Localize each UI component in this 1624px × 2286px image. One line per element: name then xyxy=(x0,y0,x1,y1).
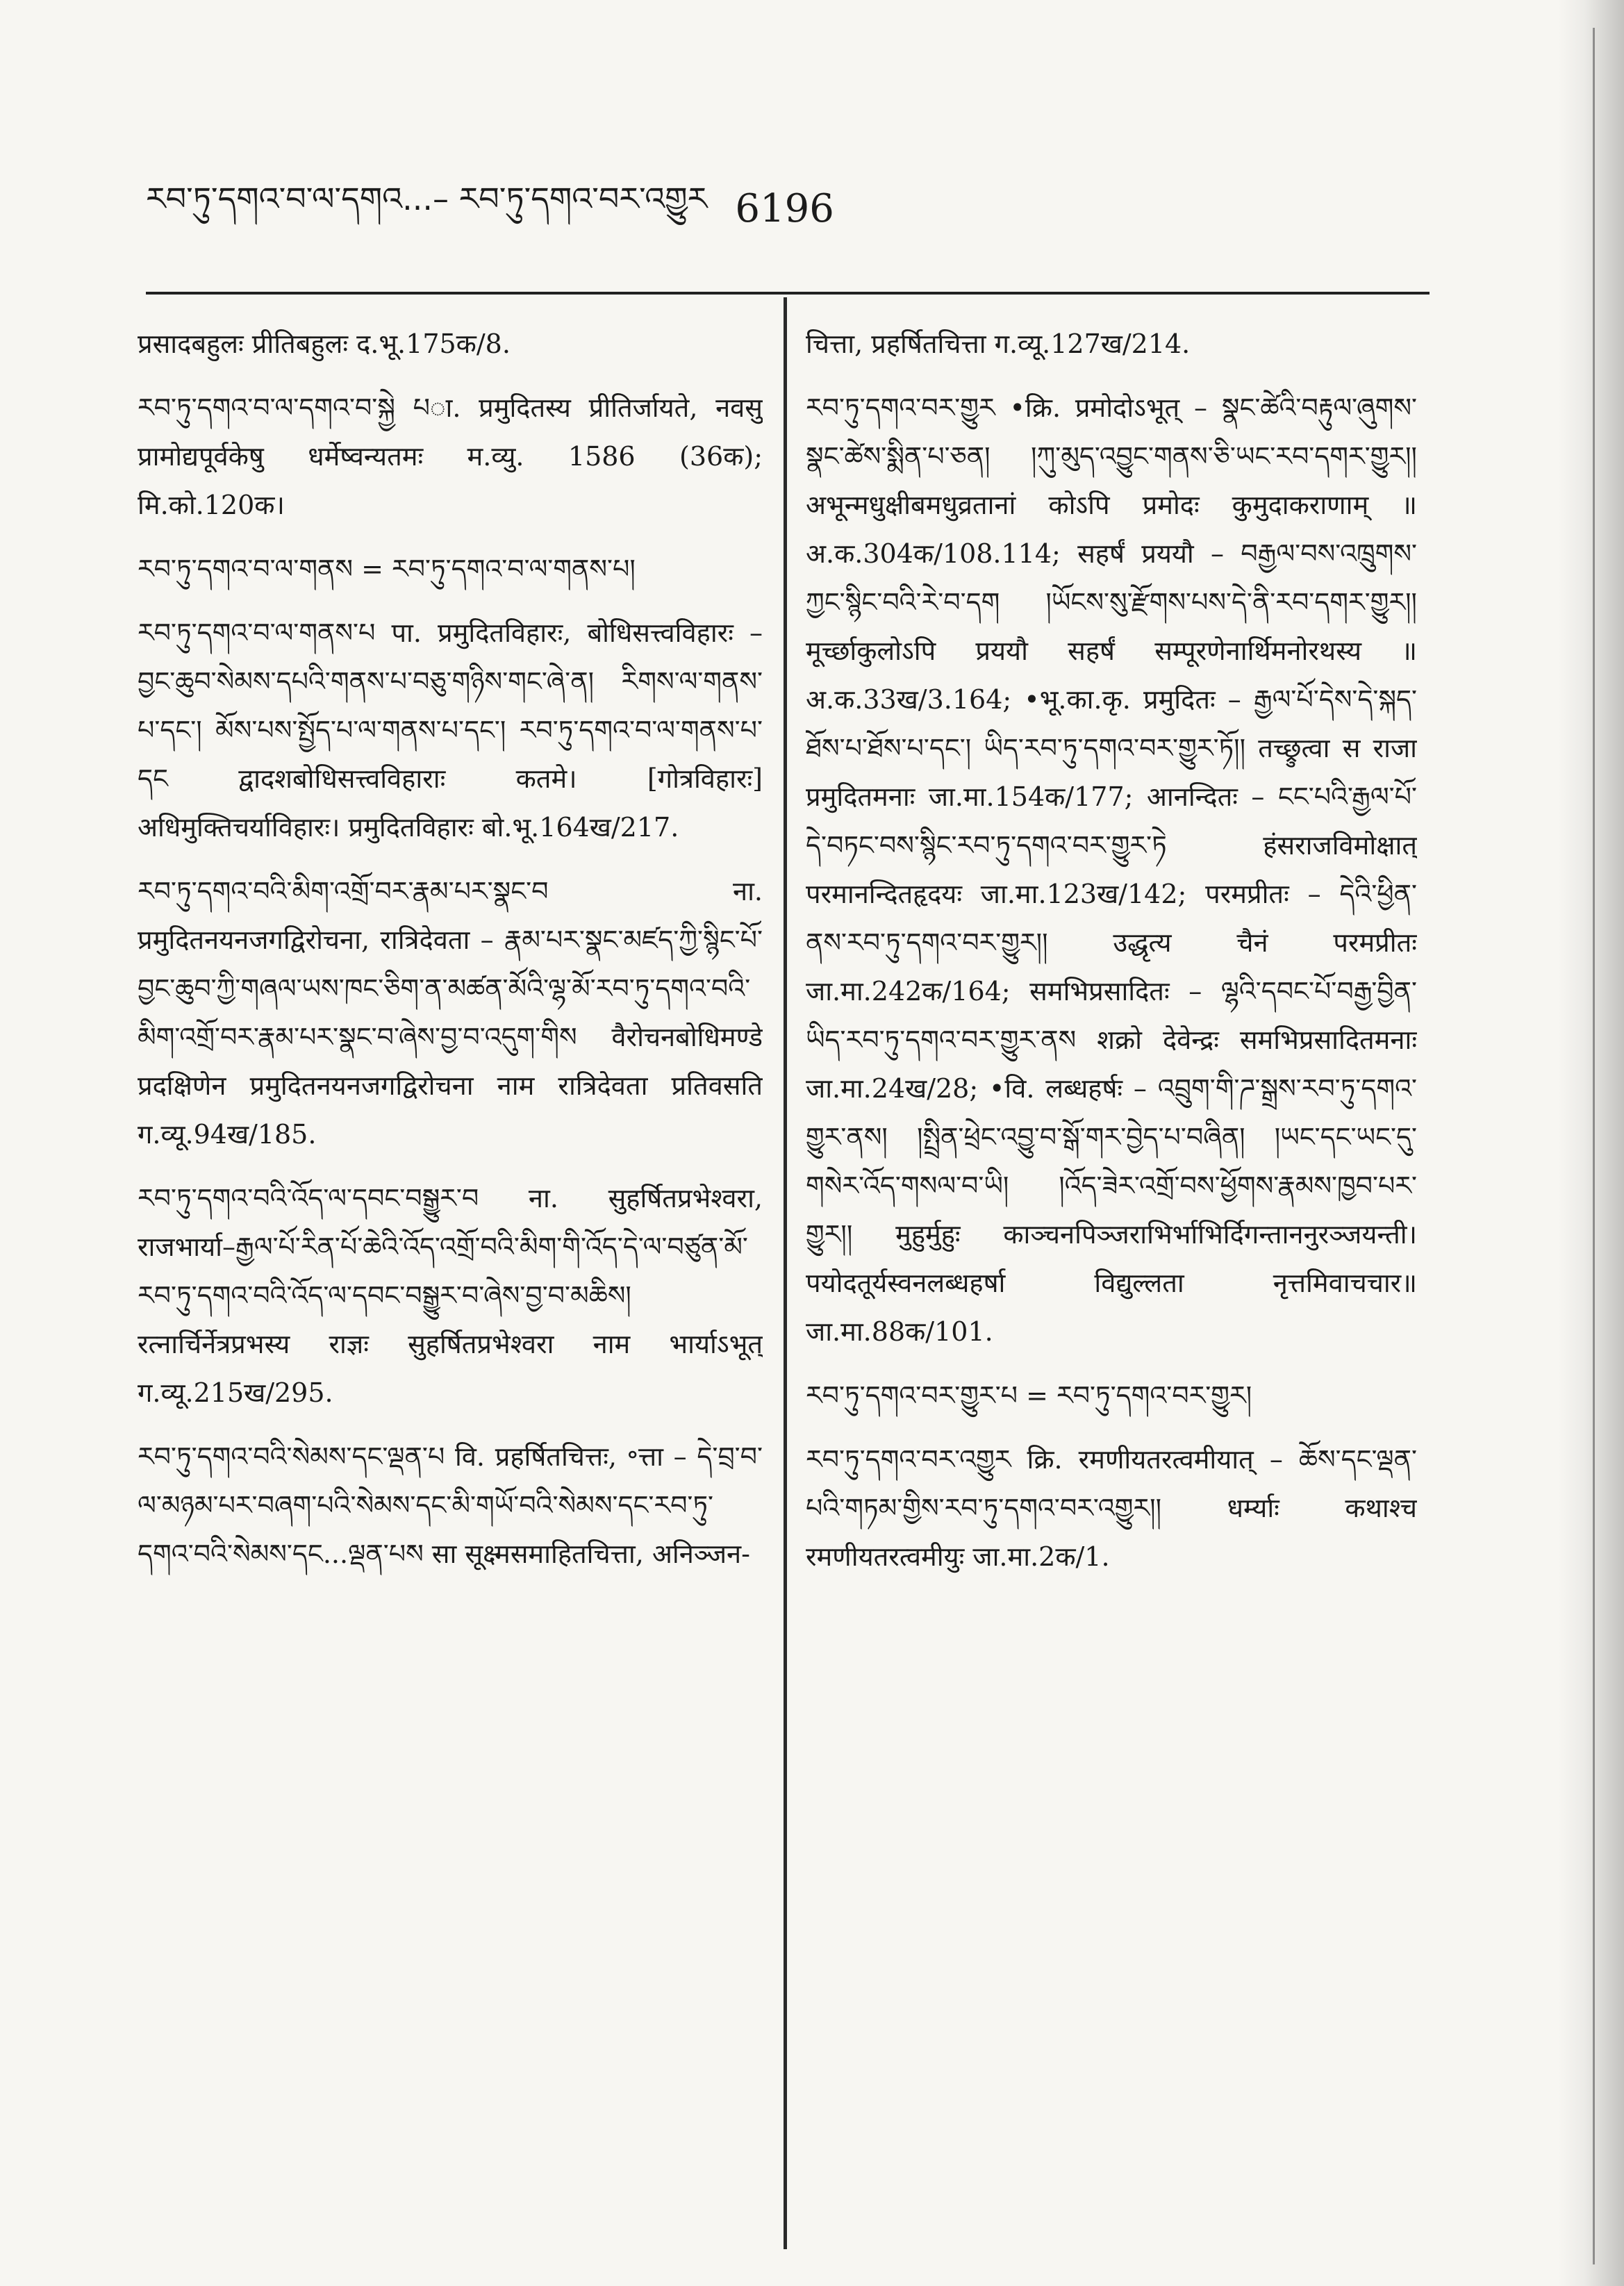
entry: प्रसादबहुलः प्रीतिबहुलः द.भू.175क/8. xyxy=(138,329,511,359)
entry: རབ་ཏུ་དགའ་བ་ལ་གནས = རབ་ཏུ་དགའ་བ་ལ་གནས་པ། xyxy=(138,554,636,584)
header-rule xyxy=(146,292,1430,295)
left-column xyxy=(138,320,763,2237)
entry: རབ་ཏུ་དགའ་བར་འགྱུར क्रि. रमणीयतरत्वमीयात् – ཆོས་དང་ལྡན་པའི་གཏམ་གྱིས་རབ་ཏུ་དགའ་བར་འགྱུར།། धर्म्याः कथाश्च रमणीयतरत्वमीयुः जा.मा.2क/1. xyxy=(806,1444,1417,1572)
page-edge-line xyxy=(1593,28,1595,2264)
running-title: རབ་ཏུ་དགའ་བ་ལ་དགའ...– རབ་ཏུ་དགའ་བར་འགྱུར xyxy=(146,179,708,217)
entry: རབ་ཏུ་དགའ་བའི་སེམས་དང་ལྡན་པ वि. प्रहर्षितचित्तः, ॰त्ता – དེ་བྲ་བ་ལ་མཉམ་པར་བཞག་པའི་སེམས་དང་མི་གཡོ་བའི་སེམས་དང་རབ་ཏུ་དགའ་བའི་སེམས་དང...ལྡན་པས सा सूक्ष्मसमाहितचित्ता, अनिञ्जन- xyxy=(138,1441,763,1569)
entry: རབ་ཏུ་དགའ་བ་ལ་གནས་པ पा. प्रमुदितविहारः, बोधिसत्त्वविहारः – བྱང་ཆུབ་སེམས་དཔའི་གནས་པ་བཅུ་གཉིས་གང་ཞེ་ན། རིགས་ལ་གནས་པ་དང་། མོས་པས་སྤྱོད་པ་ལ་གནས་པ་དང་། རབ་ཏུ་དགའ་བ་ལ་གནས་པ་དང द्वादशबोधिसत्त्वविहाराः कतमे। [गोत्रविहारः] अधिमुक्तिचर्याविहारः। प्रमुदितविहारः बो.भू.164ख/217. xyxy=(138,618,763,843)
right-column xyxy=(806,320,1417,2237)
column-divider xyxy=(784,297,787,2249)
page-number: 6196 xyxy=(735,185,834,231)
entry: चित्ता, प्रहर्षितचित्ता ग.व्यू.127ख/214. xyxy=(806,329,1191,359)
page-header xyxy=(146,177,1417,240)
entry: རབ་ཏུ་དགའ་བར་གྱུར་པ = རབ་ཏུ་དགའ་བར་གྱུར། xyxy=(806,1380,1252,1411)
entry: རབ་ཏུ་དགའ་བར་གྱུར •क्रि. प्रमोदोऽभूत् – སྣང་ཚེའི་བརྟུལ་ཞུགས་སྣང་ཚེས་སྨིན་པ་ཅན། །ཀུ་མུད་འབྱུང་གནས་ཅི་ཡང་རབ་དགར་གྱུར།། अभून्मधुक्षीबमधुव्रतानां कोऽपि प्रमोदः कुमुदाकराणाम् ॥ अ.क.304क/108.114; सहर्षं प्रययौ – བརྒྱལ་བས་འཁྲུགས་ཀྱང་སྙིང་བའི་རེ་བ་དག །ཡོངས་སུ་རྫོགས་པས་དེ་ནི་རབ་དགར་གྱུར།། मूर्च्छाकुलोऽपि प्रययौ सहर्षं सम्पूरणेनार्थिमनोरथस्य ॥ अ.क.33ख/3.164; •भू.का.कृ. प्रमुदितः – རྒྱལ་པོ་དེས་དེ་སྐད་ཐོས་པ་ཐོས་པ་དང་། ཡིད་རབ་ཏུ་དགའ་བར་གྱུར་ཏོ།། तच्छ्रुत्वा स राजा प्रमुदितमनाः जा.मा.154क/177; आनन्दितः – ངང་པའི་རྒྱལ་པོ་དེ་བཏང་བས་སྙིང་རབ་ཏུ་དགའ་བར་གྱུར་ཏེ हंसराजविमोक्षात् परमानन्दितहृदयः जा.मा.123ख/142; परमप्रीतः – དེའི་ཕྱིན་ནས་རབ་ཏུ་དགའ་བར་གྱུར།། उद्धृत्य चैनं परमप्रीतः जा.मा.242क/164; समभिप्रसादितः – ལྷའི་དབང་པོ་བརྒྱ་བྱིན་ཡིད་རབ་ཏུ་དགའ་བར་གྱུར་ནས शक्रो देवेन्द्रः समभिप्रसादितमनाः जा.मा.24ख/28; •वि. लब्धहर्षः – འབྲུག་གི་ཌ་སྒྲས་རབ་ཏུ་དགའ་གྱུར་ནས། །སྤྲིན་ཕྲེང་འབྱུ་བ་སྒོ་གར་བྱེད་པ་བཞིན། །ཡང་དང་ཡང་དུ་གསེར་འོད་གསལ་བ་ཡི། །འོད་ཟེར་འགྲོ་བས་ཕྱོགས་རྣམས་ཁྱབ་པར་གྱུར།། मुहुर्मुहुः काञ्चनपिञ्जराभिर्भाभिर्दिगन्ताननुरञ्जयन्ती। पयोदतूर्यस्वनलब्धहर्षा विद्युल्लता नृत्तमिवाचचार॥ जा.मा.88क/101. xyxy=(806,392,1417,1347)
entry: རབ་ཏུ་དགའ་བའི་འོད་ལ་དབང་བསྒྱུར་བ ना. सुहर्षितप्रभेश्वरा, राजभार्या–རྒྱལ་པོ་རིན་པོ་ཆེའི་འོད་འགྲོ་བའི་མིག་གི་འོད་དེ་ལ་བཙུན་མོ་རབ་ཏུ་དགའ་བའི་འོད་ལ་དབང་བསྒྱུར་བ་ཞེས་བྱ་བ་མཆིས། रत्नार्चिर्नेत्रप्रभस्य राज्ञः सुहर्षितप्रभेश्वरा नाम भार्याऽभूत् ग.व्यू.215ख/295. xyxy=(138,1183,763,1408)
page-edge-shadow xyxy=(1558,0,1624,2286)
entry: རབ་ཏུ་དགའ་བ་ལ་དགའ་བ་སྐྱེ པा. प्रमुदितस्य प्रीतिर्जायते, नवसु प्रामोद्यपूर्वकेषु धर्मेष्वन्यतमः म.व्यु. 1586 (36क); मि.को.120क। xyxy=(138,392,763,520)
entry: རབ་ཏུ་དགའ་བའི་མིག་འགྲོ་བར་རྣམ་པར་སྣང་བ ना. प्रमुदितनयनजगद्विरोचना, रात्रिदेवता – རྣམ་པར་སྣང་མཛད་ཀྱི་སྙིང་པོ་བྱང་ཆུབ་ཀྱི་གཞལ་ཡས་ཁང་ཅིག་ན་མཚན་མོའི་ལྷ་མོ་རབ་ཏུ་དགའ་བའི་མིག་འགྲོ་བར་རྣམ་པར་སྣང་བ་ཞེས་བྱ་བ་འདུག་གིས वैरोचनबोधिमण्डे प्रदक्षिणेन प्रमुदितनयनजगद्विरोचना नाम रात्रिदेवता प्रतिवसति ग.व्यू.94ख/185. xyxy=(138,876,763,1150)
